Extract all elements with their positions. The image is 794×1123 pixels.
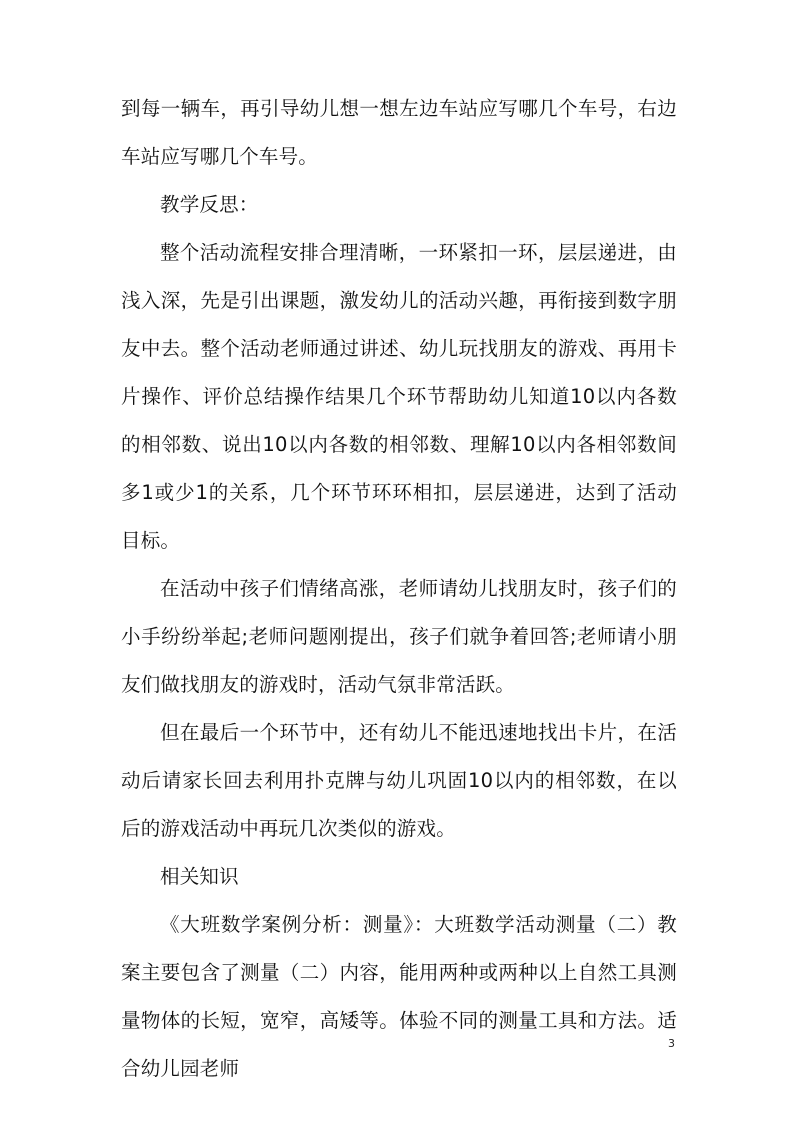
section-heading-teaching-reflection: 教学反思： — [160, 193, 259, 216]
section-heading-related-knowledge: 相关知识 — [160, 865, 239, 888]
page-number: 3 — [668, 1037, 675, 1050]
paragraph-last-step: 但在最后一个环节中，还有幼儿不能迅速地找出卡片，在活动后请家长回去利用扑克牌与幼儿巩固10以内的相邻数，在以后的游戏活动中再玩几次类似的游戏。 — [121, 721, 677, 840]
document-body — [121, 85, 677, 1093]
paragraph-continuation: 到每一辆车，再引导幼儿想一想左边车站应写哪几个车号，右边车站应写哪几个车号。 — [121, 97, 677, 168]
paragraph-activity-flow: 整个活动流程安排合理清晰，一环紧扣一环，层层递进，由浅入深，先是引出课题，激发幼儿的活动兴趣，再衔接到数字朋友中去。整个活动老师通过讲述、幼儿玩找朋友的游戏、再用卡片操作、评价总结操作结果几个环节帮助幼儿知道10以内各数的相邻数、说出10以内各数的相邻数、理解10以内各相邻数间多1或少1的关系，几个环节环环相扣，层层递进，达到了活动目标。 — [121, 241, 677, 552]
paragraph-related-case: 《大班数学案例分析：测量》：大班数学活动测量（二）教案主要包含了测量（二）内容，能用两种或两种以上自然工具测量物体的长短，宽窄，高矮等。体验不同的测量工具和方法。适合幼儿园老师 — [121, 913, 677, 1080]
paragraph-children-mood: 在活动中孩子们情绪高涨，老师请幼儿找朋友时，孩子们的小手纷纷举起;老师问题刚提出，孩子们就争着回答;老师请小朋友们做找朋友的游戏时，活动气氛非常活跃。 — [121, 577, 677, 696]
